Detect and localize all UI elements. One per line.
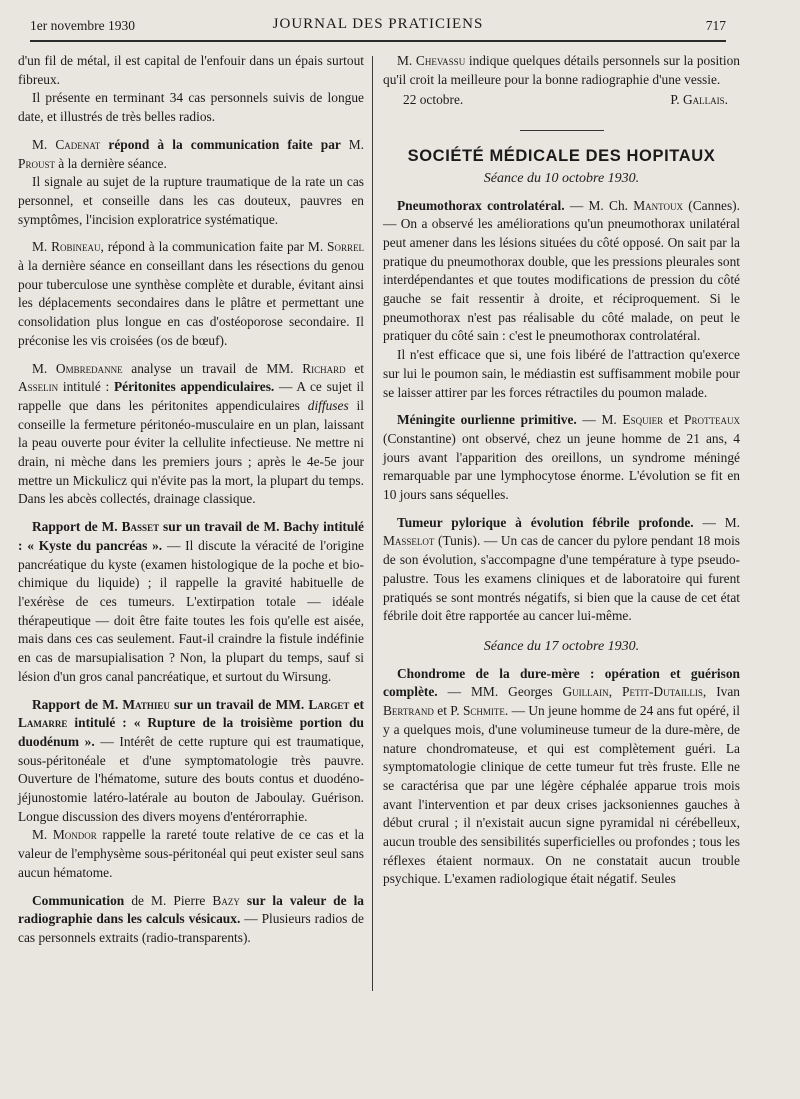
paragraph: Chondrome de la dure-mère : opération et guérison complète. — MM. Georges Guillain, Petit-Dutaillis, Ivan Bertrand et P. Schmite. — Un jeune homme de 24 ans fut opéré, il y a quelques mois, d'une volumineuse tumeur de la dure-mère, de nature chondromateuse, et qui est complètement guéri. La symptomatologie clinique de cette tumeur fut très fruste. Elle ne se caractérisa que par une légère céphalée apparue trois mois avant l'intervention et par deux crises jacksoniennes gauches à début crural ; il n'existait aucun signe pyramidal ni cérébelleux, aucun trouble des sensibilités superficielles ou profondes ; tous les réflexes étaient normaux. On ne constatait aucun trouble psychique. L'examen radiologique était négatif. Seules [383, 665, 740, 887]
paragraph: M. Ombredanne analyse un travail de MM. Richard et Asselin intitulé : Péritonites appendiculaires. — A ce sujet il rappelle que dans les péritonites appendiculaires diffuses il conseille la fermeture péritonéo-musculaire en un plan, laissant la peau ouverte pour éviter la cellulite infectieuse. Ne mettre ni drain, ni mèche dans les premiers jours ; après le 4e-5e jour mettre un Mickulicz qui n'évite pas la mort, la plupart du temps. Dans les abcès collectés, drainage classique. [18, 360, 364, 507]
section-divider [520, 130, 604, 131]
report-author: P. Gallais. [670, 92, 728, 108]
session-heading: Séance du 17 octobre 1930. [483, 638, 640, 654]
paragraph: Pneumothorax controlatéral. — M. Ch. Mantoux (Cannes). — On a observé les améliorations qu'un pneumothorax unilatéral peut amener dans les lésions situées du côté opposé. On sait par la pratique du pneumothorax double, que les pressions pleurales sont interdépendantes et que toutes modifications de pression du côté gauche se fait ressentir à droite, et réciproquement. Si le pneumothorax n'est pas réalisable du côté malade, on peut le pratiquer du côté sain : c'est le pneumothorax controlatéral. [383, 197, 740, 344]
paragraph: Tumeur pylorique à évolution fébrile profonde. — M. Masselot (Tunis). — Un cas de cancer du pylore pendant 18 mois de son évolution, s'accompagne d'une température à type pseudo-palustre. Tous les examens cliniques et de laboratoire qui furent pratiqués se sont montrés négatifs, si bien que la cause de cet état fébrile doit être rapportée au cancer lui-même. [383, 514, 741, 624]
right-column [383, 52, 740, 889]
paragraph: Rapport de M. Basset sur un travail de M. Bachy intitulé : « Kyste du pancréas ». — Il discute la véracité de l'origine pancréatique du kyste (examen histologique de la poche et bio-chimique du liquide) ; il rappelle la gravité habituelle de l'exérèse de ces tumeurs. L'extirpation totale — idéale thérapeutique — doit être faite toutes les fois qu'elle est aisée, mais dans ces cas seulement. Faut-il craindre la fistule indéfinie en cas de marsupialisation ? Non, la plupart du temps, sauf si lésion d'un gros canal pancréatique, et surtout du Wirsung. [18, 519, 365, 684]
paragraph: Communication de M. Pierre Bazy sur la valeur de la radiographie dans les calculs vésicaux. — Plusieurs radios de cas personnels extraits (radio-transparents). [18, 892, 364, 945]
paragraph: Il signale au sujet de la rupture traumatique de la rate un cas personnel, et conseille dans les cas douteux, pauvres en symptômes, l'incision exploratrice systématique. [18, 174, 364, 227]
paragraph: M. Cadenat répond à la communication faite par M. Proust à la dernière séance. [18, 136, 364, 171]
report-date: 22 octobre. [403, 92, 464, 108]
section-heading: SOCIÉTÉ MÉDICALE DES HOPITAUX [407, 147, 716, 166]
paragraph: Méningite ourlienne primitive. — M. Esquier et Protteaux (Constantine) ont observé, chez un jeune homme de 21 ans, 4 jours avant l'apparition des oreillons, un syndrome méningé remarquable par une lymphocytose énorme. L'évolution se fit en 10 jours sans séquelles. [383, 412, 740, 503]
paragraph: Il n'est efficace que si, une fois libéré de l'attraction qu'exerce sur lui le poumon sain, le médiastin est suffisamment mobile pour se laisser attirer par les forces rétractiles du poumon malade. [383, 347, 740, 400]
left-column [18, 52, 364, 948]
paragraph: M. Chevassu indique quelques détails personnels sur la position qu'il croit la meilleure pour la bonne radiographie d'une vessie. [383, 53, 740, 87]
column-divider [372, 56, 373, 991]
page-header [30, 14, 726, 42]
paragraph: M. Robineau, répond à la communication faite par M. Sorrel à la dernière séance en conseillant dans les résections du genou pour tuberculose une synthèse complète et durable, évitant ainsi les déplacements secondaires dans le plâtre et permettant une consolidation plus longue en cas d'ostéoporose secondaire. Il préconise les vis croisées (os de bœuf). [18, 239, 364, 348]
paragraph: Il présente en terminant 34 cas personnels suivis de longue date, et illustrés de très belles radios. [18, 90, 364, 125]
paragraph: M. Mondor rappelle la rareté toute relative de ce cas et la valeur de l'emphysème sous-péritonéal qui peut exister seul sans aucun hématome. [18, 827, 364, 880]
issue-date: 1er novembre 1930 [30, 18, 135, 33]
journal-title: JOURNAL DES PRATICIENS [272, 16, 484, 32]
paragraph: Rapport de M. Mathieu sur un travail de MM. Larget et Lamarre intitulé : « Rupture de la troisième portion du duodénum ». — Intérêt de cette rupture qui est traumatique, sous-péritonéale et d'une symptomatologie très pauvre. Ouverture de l'hématome, suture des bouts contus et duodéno-jéjunostomie latéro-latérale au bouton de Jaboulay. Guérison. Longue discussion des divers moyens d'entérorraphie. [18, 696, 365, 824]
session-heading: Séance du 10 octobre 1930. [483, 170, 640, 186]
paragraph: d'un fil de métal, il est capital de l'enfouir dans un épais surtout fibreux. [18, 53, 364, 87]
signature-line [383, 91, 740, 110]
page-number: 717 [705, 18, 726, 33]
